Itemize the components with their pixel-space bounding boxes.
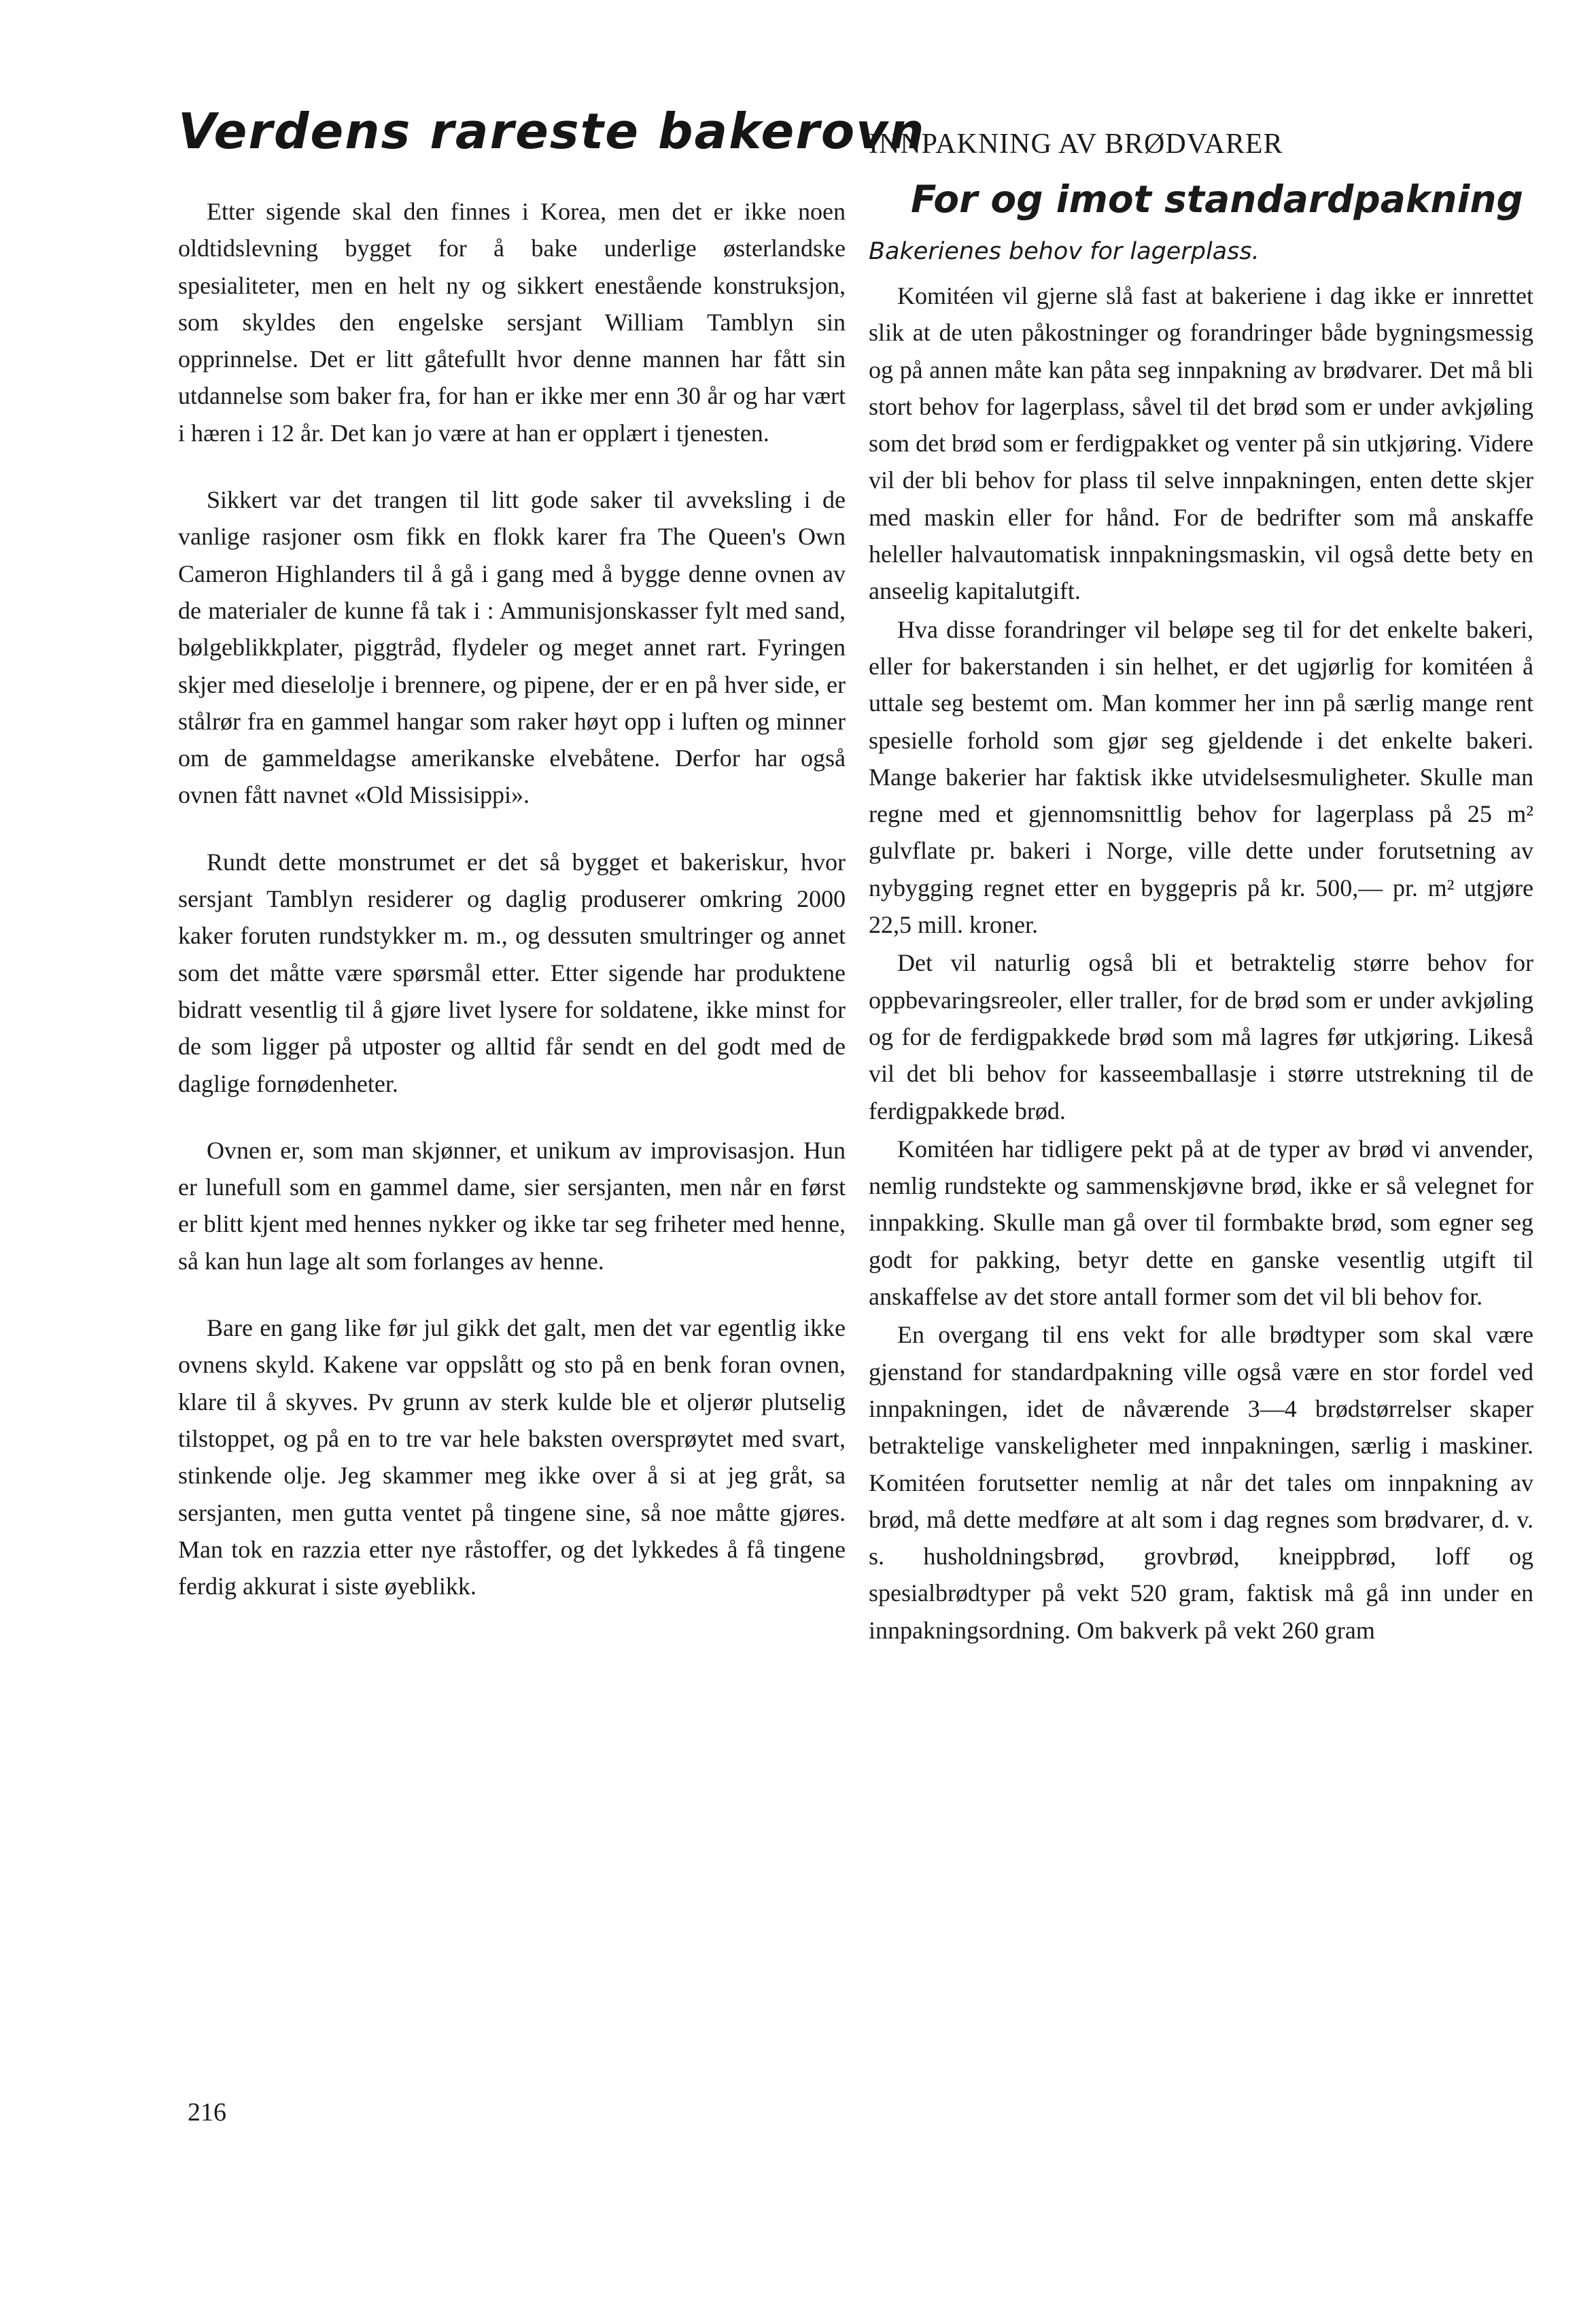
page-number: 216 [188,2098,226,2127]
article-title: Verdens rareste bakerovn [178,103,926,160]
paragraph: Hva disse forandringer vil beløpe seg til for det enkelte bakeri, eller for bakerstanden i sin helhet, er det ugjørlig for komitéen å uttale seg bestemt om. Man kommer her inn på særlig mange rent spesielle forhold som gjør seg gjeldende i det enkelte bakeri. Mange bakerier har faktisk ikke utvidelsesmuligheter. Skulle man regne med et gjennomsnittlig behov for lagerplass på 25 m² gulvflate pr. bakeri i Norge, ville dette under forutsetning av nybygging regnet etter en byggepris på kr. 500,— pr. m² utgjøre 22,5 mill. kroner. [869,615,1533,939]
paragraph: Sikkert var det trangen til litt gode saker til avveksling i de vanlige rasjoner osm fikk en flokk karer fra The Queen's Own Cameron Highlanders til å gå i gang med å bygge denne ovnen av de materialer de kunne få tak i : Ammunisjonskasser fylt med sand, bølgeblikkplater, piggtråd, flydeler og meget annet rart. Fyringen skjer med dieselolje i brennere, og pipene, der er en på hver side, er stålrør fra en gammel hangar som raker høyt opp i luften og minner om de gammeldagse amerikanske elvebåtene. Derfor har også ovnen fått navnet «Old Missisippi». [178,486,846,809]
article-headline: For og imot standardpakning [911,177,1523,221]
paragraph: Ovnen er, som man skjønner, et unikum av improvisasjon. Hun er lunefull som en gammel dame, sier sersjanten, men når en først er blitt kjent med hennes nykker og ikke tar seg friheter med henne, så kan hun lage alt som forlanges av henne. [178,1136,846,1275]
paragraph: Det vil naturlig også bli et betraktelig større behov for oppbevaringsreoler, eller traller, for de brød som er under avkjøling og for de ferdigpakkede brød som må lagres før utkjøring. Likeså vil det bli behov for kasseemballasje i større utstrekning til de ferdigpakkede brød. [869,949,1533,1125]
paragraph: Komitéen har tidligere pekt på at de typer av brød vi anvender, nemlig rundstekte og sammenskjøvne brød, ikke er så velegnet for innpakking. Skulle man gå over til formbakte brød, som egner seg godt for pakking, betyr dette en ganske vesentlig utgift til anskaffelse av det store antall former som det vil bli behov for. [869,1135,1533,1311]
section-kicker: INNPAKNING AV BRØDVARER [869,128,1283,160]
paragraph: En overgang til ens vekt for alle brødtyper som skal være gjenstand for standardpakning ville også være en stor fordel ved innpakningen, idet de nåværende 3—4 brødstørrelser skaper betraktelige vanskeligheter med innpakningen, særlig i maskiner. Komitéen forutsetter nemlig at når det tales om innpakning av brød, må dette medføre at alt som i dag regnes som brødvarer, d. v. s. husholdningsbrød, grovbrød, kneippbrød, loff og spesialbrødtyper på vekt 520 gram, faktisk må gå inn under en innpakningsordning. Om bakverk på vekt 260 gram [869,1321,1533,1644]
left-article-body [178,193,846,1604]
paragraph: Rundt dette monstrumet er det så bygget et bakeriskur, hvor sersjant Tamblyn residerer og daglig produserer omkring 2000 kaker foruten rundstykker m. m., og dessuten smultringer og annet som det måtte være spørsmål etter. Etter sigende har produktene bidratt vesentlig til å gjøre livet lysere for soldatene, ikke minst for de som ligger på utposter og alltid får sendt en del godt med de daglige fornødenheter. [178,848,846,1097]
article-subtitle: Bakerienes behov for lagerplass. [869,238,1260,265]
paragraph: Komitéen vil gjerne slå fast at bakeriene i dag ikke er innrettet slik at de uten påkostninger og forandringer både bygningsmessig og på annen måte kan påta seg innpakning av brødvarer. Det må bli stort behov for lagerplass, såvel til det brød som er under avkjøling som det brød som er ferdigpakket og venter på sin utkjøring. Videre vil der bli behov for plass til selve innpakningen, enten dette skjer med maskin eller for hånd. For de bedrifter som må anskaffe heleller halvautomatisk innpakningsmaskin, vil også dette bety en anseelig kapitalutgift. [869,282,1533,605]
paragraph: Bare en gang like før jul gikk det galt, men det var egentlig ikke ovnens skyld. Kakene var oppslått og sto på en benk foran ovnen, klare til å skyves. Pv grunn av sterk kulde ble et oljerør plutselig tilstoppet, og på en to tre var hele baksten oversprøytet med svart, stinkende olje. Jeg skammer meg ikke over å si at jeg gråt, sa sersjanten, men gutta ventet på tingene sine, så noe måtte gjøres. Man tok en razzia etter nye råstoffer, og det lykkedes å få tingene ferdig akkurat i siste øyeblikk. [178,1314,846,1600]
right-article-body [869,277,1533,1649]
paragraph: Etter sigende skal den finnes i Korea, men det er ikke noen oldtidslevning bygget for å bake underlige østerlandske spesialiteter, men en helt ny og sikkert enestående konstruksjon, som skyldes den engelske sersjant William Tamblyn sin opprinnelse. Det er litt gåtefullt hvor denne mannen har fått sin utdannelse som baker fra, for han er ikke mer enn 30 år og har vært i hæren i 12 år. Det kan jo være at han er opplært i tjenesten. [178,198,846,447]
